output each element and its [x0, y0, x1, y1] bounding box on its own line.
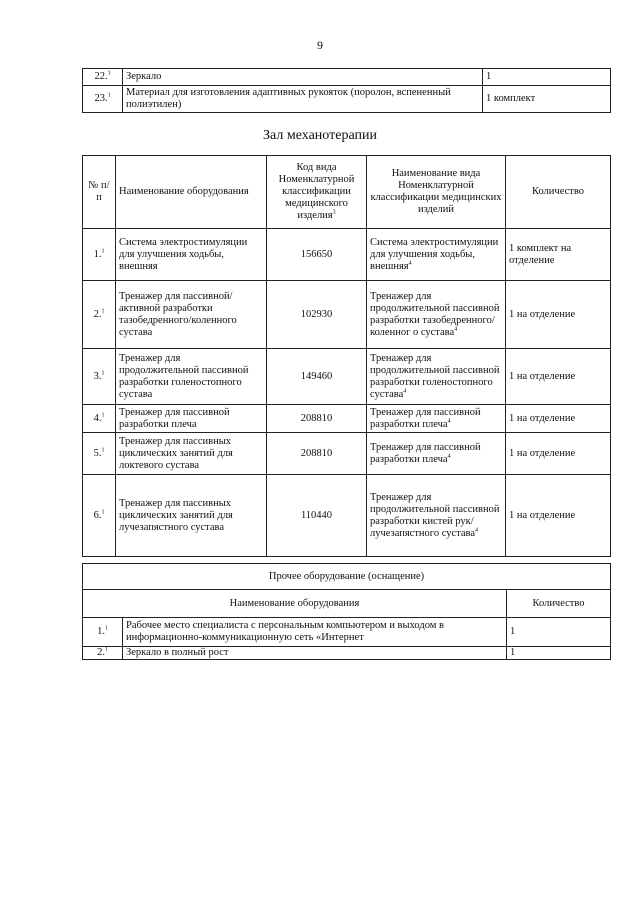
header-number: № п/п	[83, 156, 116, 229]
equipment-code: 102930	[267, 281, 367, 349]
table-row	[83, 349, 611, 405]
equipment-name: Тренажер для пассивных циклических занятий для локтевого сустава	[116, 433, 267, 475]
equipment-quantity: 1 на отделение	[506, 433, 611, 475]
equipment-quantity: 1	[507, 647, 611, 660]
table-row	[83, 618, 611, 647]
header-code: Код вида Номенклатурной классификации медицинского изделия$^3$	[267, 156, 367, 229]
table-row	[83, 86, 611, 113]
header-quantity: Количество	[506, 156, 611, 229]
equipment-name: Материал для изготовления адаптивных рукояток (поролон, вспененный полиэтилен)	[123, 86, 483, 113]
table-caption: Прочее оборудование (оснащение)	[83, 564, 611, 590]
table-caption-row	[83, 564, 611, 590]
equipment-quantity: 1 на отделение	[506, 281, 611, 349]
header-quantity: Количество	[507, 590, 611, 618]
equipment-kind: Тренажер для продолжительной пассивной разработки кистей рук/лучезапястного сустава$^4$	[367, 475, 506, 557]
equipment-code: 156650	[267, 229, 367, 281]
table-row	[83, 229, 611, 281]
equipment-name: Зеркало в полный рост	[123, 647, 507, 660]
row-number: 1.$^1$	[83, 618, 123, 647]
row-number: 22.$^1$	[83, 69, 123, 86]
equipment-kind: Тренажер для продолжительной пассивной разработки голеностопного сустава$^4$	[367, 349, 506, 405]
equipment-name: Тренажер для пассивной разработки плеча	[116, 405, 267, 433]
row-number: 2.$^1$	[83, 281, 116, 349]
equipment-kind: Система электростимуляции для улучшения ходьбы, внешняя$^4$	[367, 229, 506, 281]
equipment-quantity: 1 на отделение	[506, 475, 611, 557]
row-number: 2.$^1$	[83, 647, 123, 660]
header-equipment-name: Наименование оборудования	[116, 156, 267, 229]
equipment-quantity: 1	[507, 618, 611, 647]
equipment-name: Зеркало	[123, 69, 483, 86]
equipment-name: Система электростимуляции для улучшения ходьбы, внешняя	[116, 229, 267, 281]
header-kind: Наименование вида Номенклатурной классификации медицинских изделий	[367, 156, 506, 229]
page-number: 9	[317, 38, 323, 52]
equipment-quantity: 1 на отделение	[506, 349, 611, 405]
equipment-kind: Тренажер для пассивной разработки плеча$^4$	[367, 405, 506, 433]
table-row	[83, 69, 611, 86]
table-row	[83, 647, 611, 660]
table-header-row	[83, 590, 611, 618]
other-equipment-table	[82, 563, 611, 660]
equipment-table-continuation	[82, 68, 611, 113]
equipment-name: Рабочее место специалиста с персональным компьютером и выходом в информационно-коммуникационную сеть «Интернет	[123, 618, 507, 647]
section-title: Зал механотерапии	[263, 128, 377, 143]
equipment-code: 149460	[267, 349, 367, 405]
equipment-code: 110440	[267, 475, 367, 557]
row-number: 5.$^1$	[83, 433, 116, 475]
equipment-quantity: 1	[483, 69, 611, 86]
row-number: 6.$^1$	[83, 475, 116, 557]
equipment-code: 208810	[267, 433, 367, 475]
header-equipment-name: Наименование оборудования	[83, 590, 507, 618]
row-number: 4.$^1$	[83, 405, 116, 433]
equipment-kind: Тренажер для пассивной разработки плеча$^4$	[367, 433, 506, 475]
equipment-quantity: 1 комплект	[483, 86, 611, 113]
equipment-kind: Тренажер для продолжительной пассивной разработки тазобедренного/коленног о сустава$^4$	[367, 281, 506, 349]
mechanotherapy-equipment-table	[82, 155, 611, 557]
row-number: 23.$^1$	[83, 86, 123, 113]
row-number: 1.$^1$	[83, 229, 116, 281]
equipment-code: 208810	[267, 405, 367, 433]
equipment-name: Тренажер для пассивной/активной разработки тазобедренного/коленного сустава	[116, 281, 267, 349]
table-row	[83, 281, 611, 349]
equipment-name: Тренажер для продолжительной пассивной разработки голеностопного сустава	[116, 349, 267, 405]
table-row	[83, 475, 611, 557]
equipment-quantity: 1 комплект на отделение	[506, 229, 611, 281]
equipment-name: Тренажер для пассивных циклических занятий для лучезапястного сустава	[116, 475, 267, 557]
row-number: 3.$^1$	[83, 349, 116, 405]
table-header-row	[83, 156, 611, 229]
equipment-quantity: 1 на отделение	[506, 405, 611, 433]
table-row	[83, 405, 611, 433]
table-row	[83, 433, 611, 475]
